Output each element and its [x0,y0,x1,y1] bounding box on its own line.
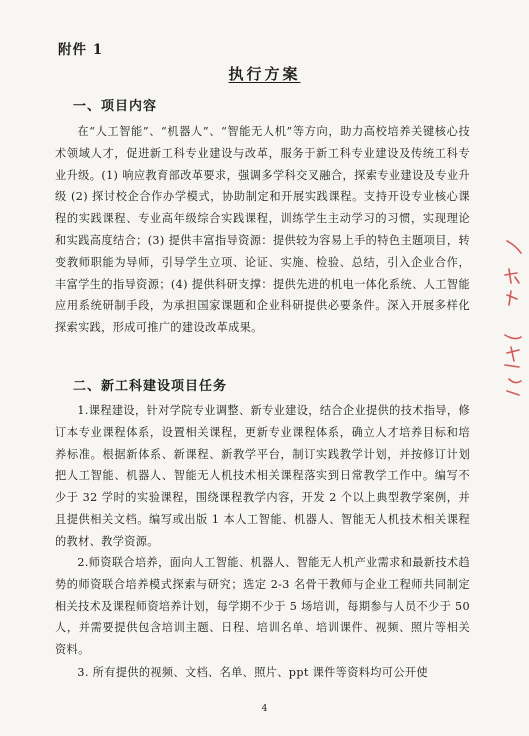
page-number: 4 [261,704,268,714]
section-2-paragraph-1: 1.课程建设，针对学院专业调整、新专业建设，结合企业提供的技术指导，修订本专业课程体系，设置相关课程，更新专业课程体系，确立人才培养目标和培养标准。根据新体系、新课程、新教学平台，制订实践教学计划，并按修订计划把人工智能、机器人、智能无人机技术相关课程落实到日常教学工作中。编写不少于 32 学时的实验课程，围绕课程教学内容，开发 2 个以上典型教学案例，并且提供相关文档。编写或出版 1 本人工智能、机器人、智能无人机技术相关课程的教材、教学资源。 [55,404,470,548]
section-heading-2: 二、新工科建设项目任务 [73,379,228,394]
seal-stamp-fragment [499,235,525,405]
section-1-paragraph-1: 在“人工智能”、“机器人”、“智能无人机”等方向，助力高校培养关键核心技术领域人才，促进新工科专业建设与改革，服务于新工科专业建设及传统工科专业升级。(1) 响应教育部改革要求，强调多学科交叉融合，探索专业建设及专业升级 (2) 探讨校企合作办学模式，协助制定和开展实践课程。支持开设专业核心课程的实践课程、专业高年级综合实践课程，训练学生主动学习的习惯，实现理论和实践高度结合；(3) 提供丰富指导资源：提供较为容易上手的特色主题项目，转变教师职能为导师，引导学生立项、论证、实施、检验、总结，引入企业合作，丰富学生的指导资源；(4) 提供科研支撑：提供先进的机电一体化系统、人工智能应用系统研制手段，为承担国家课题和企业科研提供必要条件。深入开展多样化探索实践，形成可推广的建设改革成果。 [55,125,470,335]
document-title: 执行方案 [228,65,301,83]
section-heading-1: 一、项目内容 [73,99,158,114]
section-2-paragraph-2: 2.师资联合培养，面向人工智能、机器人、智能无人机产业需求和最新技术趋势的师资联合培养模式探索与研究；选定 2-3 名骨干教师与企业工程师共同制定相关技术及课程师资培养计划，每学期不少于 5 场培训，每期参与人员不少于 50 人，并需要提供包含培训主题、日程、培训名单、培训课件、视频、照片等相关资料。 [55,556,470,657]
annex-label: 附件 1 [58,42,104,58]
section-2-paragraph-3: 3. 所有提供的视频、文档、名单、照片、ppt 课件等资料均可公开使 [77,666,428,679]
